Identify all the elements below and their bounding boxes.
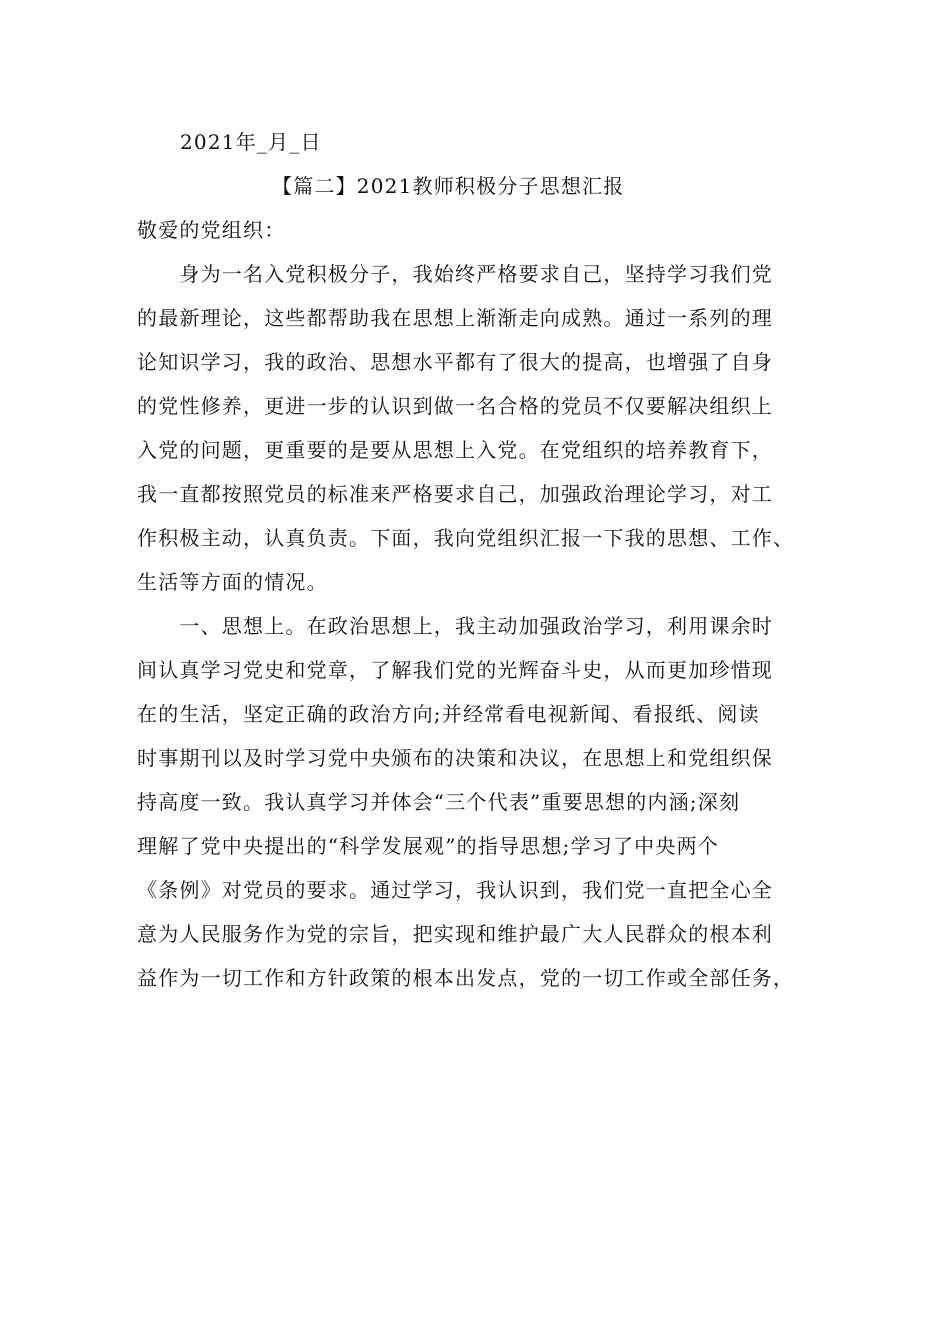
body-line: 时事期刊以及时学习党中央颁布的决策和决议，在思想上和党组织保 <box>137 746 773 770</box>
body-line: 我一直都按照党员的标准来严格要求自己，加强政治理论学习，对工 <box>137 482 773 506</box>
body-line: 作积极主动，认真负责。下面，我向党组织汇报一下我的思想、工作、 <box>137 526 795 550</box>
body-line: 身为一名入党积极分子，我始终严格要求自己，坚持学习我们党 <box>137 262 773 286</box>
body-line: 生活等方面的情况。 <box>137 570 328 594</box>
body-line: 《条例》对党员的要求。通过学习，我认识到，我们党一直把全心全 <box>137 878 773 902</box>
body-line: 在的生活，坚定正确的政治方向;并经常看电视新闻、看报纸、阅读 <box>137 702 760 726</box>
body-line: 一、思想上。在政治思想上，我主动加强政治学习，利用课余时 <box>137 614 773 638</box>
body-line: 的党性修养，更进一步的认识到做一名合格的党员不仅要解决组织上 <box>137 394 773 418</box>
date-line: 2021年_月_日 <box>180 130 322 154</box>
document-title: 【篇二】2021教师积极分子思想汇报 <box>272 174 625 198</box>
body-line: 益作为一切工作和方针政策的根本出发点，党的一切工作或全部任务， <box>137 966 795 990</box>
body-line: 持高度一致。我认真学习并体会“三个代表”重要思想的内涵;深刻 <box>137 790 741 814</box>
body-line: 意为人民服务作为党的宗旨，把实现和维护最广大人民群众的根本利 <box>137 922 773 946</box>
body-line: 论知识学习，我的政治、思想水平都有了很大的提高，也增强了自身 <box>137 350 773 374</box>
salutation: 敬爱的党组织： <box>137 218 286 242</box>
body-line: 理解了党中央提出的“科学发展观”的指导思想;学习了中央两个 <box>137 834 719 858</box>
body-line: 的最新理论，这些都帮助我在思想上渐渐走向成熟。通过一系列的理 <box>137 306 773 330</box>
body-line: 入党的问题，更重要的是要从思想上入党。在党组织的培养教育下， <box>137 438 773 462</box>
body-line: 间认真学习党史和党章，了解我们党的光辉奋斗史，从而更加珍惜现 <box>137 658 773 682</box>
